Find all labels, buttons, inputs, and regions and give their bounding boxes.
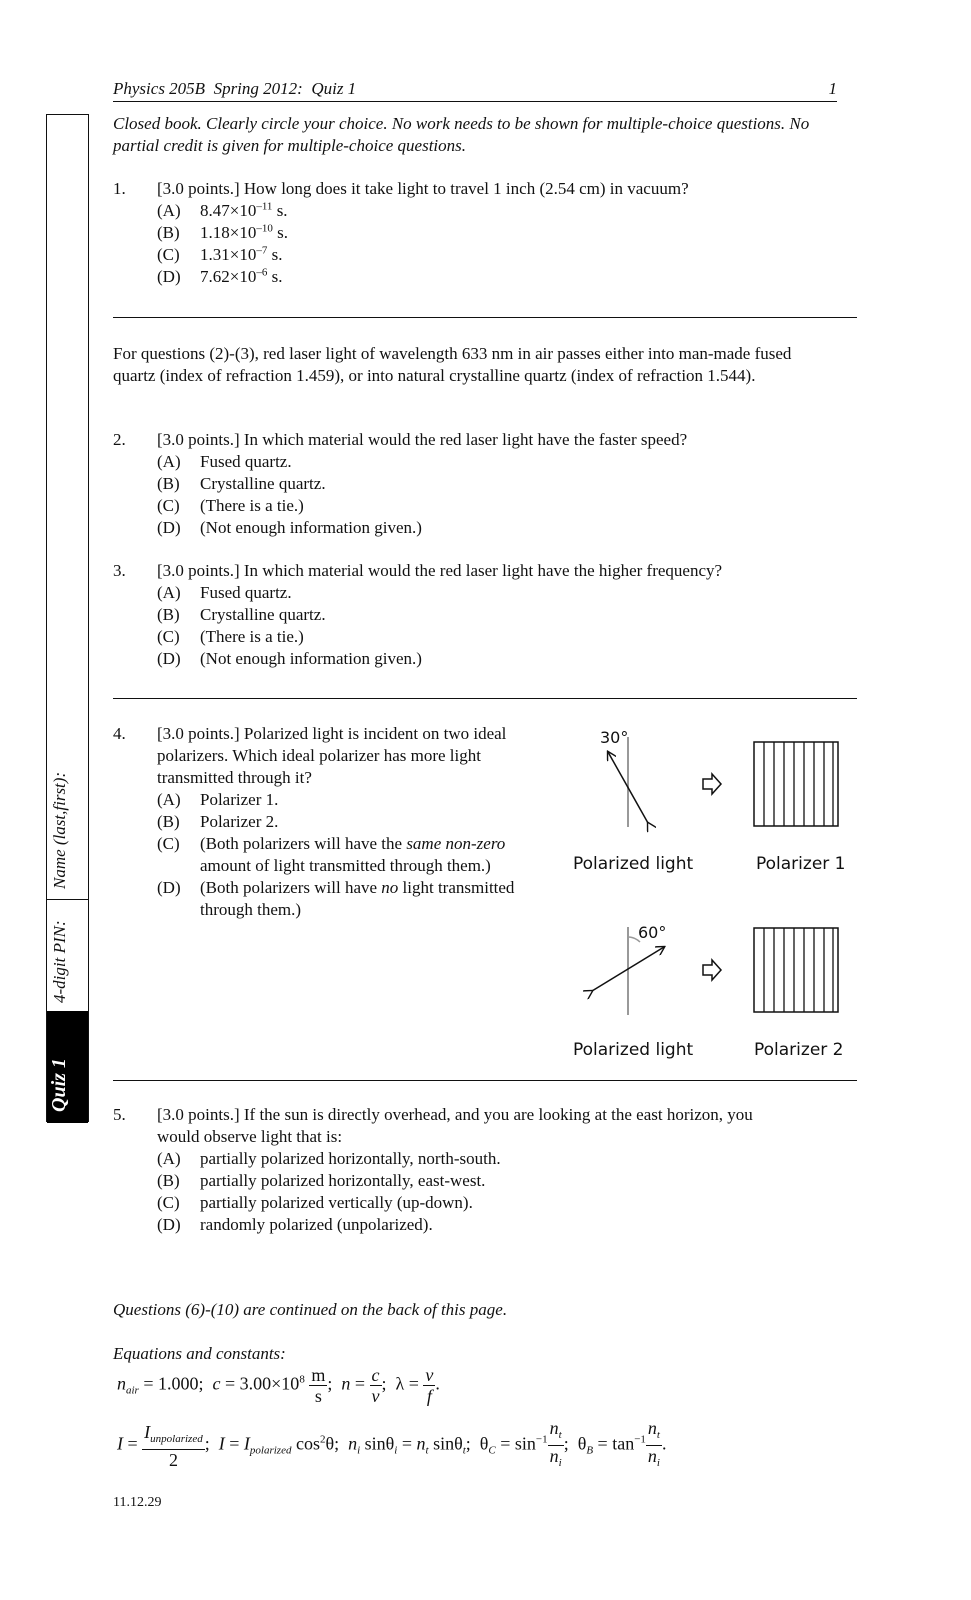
equations-heading: Equations and constants: — [113, 1344, 286, 1363]
sidebar-pin-label: 4-digit PIN: — [50, 920, 69, 1003]
question-5: 5. [3.0 points.] If the sun is directly overhead, and you are looking at the east horizon, you would observe light that is: (A) partially polarized horizontally, north-south. (B) partially polarized horizontally, east-west. (C) partially polarized vertically (up-down). (D) randomly polarized (unpolarized). — [113, 1105, 753, 1234]
divider — [113, 1080, 857, 1081]
question-number: 5. — [113, 1105, 126, 1124]
question-stem-line: polarizers. Which ideal polarizer has more light — [157, 746, 481, 765]
question-number: 2. — [113, 430, 126, 449]
continued-note: Questions (6)-(10) are continued on the back of this page. — [113, 1300, 508, 1319]
question-1: 1. [3.0 points.] How long does it take light to travel 1 inch (2.54 cm) in vacuum? (A) $8.47\times 10^{-11}$ s. (B) $1.18\times 10^{-10}$ s. (C) $1.31\times 10^{-7}$ s. (D) $7.62\times 10^{-6}$ s. — [113, 179, 689, 286]
polarizer-2-label: Polarizer 2 — [754, 1040, 844, 1060]
right-arrow-icon — [703, 774, 721, 794]
angle-label-30: 30° — [600, 728, 629, 747]
polarizer-figure — [560, 715, 860, 1065]
question-stem: [3.0 points.] In which material would the red laser light have the higher frequency? — [157, 561, 723, 580]
sidebar-name-label: Name (last,first): — [50, 771, 69, 889]
page-header — [113, 79, 837, 102]
divider — [113, 317, 857, 318]
page-number: 1 — [828, 79, 837, 98]
right-arrow-icon — [703, 960, 721, 980]
question-stem-line: [3.0 points.] Polarized light is incident on two ideal — [157, 724, 507, 743]
question-number: 4. — [113, 724, 126, 743]
question-stem-line: transmitted through it? — [157, 768, 312, 787]
polarizer-1-icon — [754, 742, 838, 826]
question-3: 3. [3.0 points.] In which material would the red laser light have the higher frequency? (A) Fused quartz. (B) Crystalline quartz. (C) (There is a tie.) (D) (Not enough information given.) — [113, 561, 723, 668]
sidebar-quiz-label: Quiz 1 — [48, 1058, 70, 1112]
question-2: 2. [3.0 points.] In which material would the red laser light have the faster speed? (A) Fused quartz. (B) Crystalline quartz. (C) (There is a tie.) (D) (Not enough information given.) — [113, 430, 688, 537]
question-4: 4. [3.0 points.] Polarized light is incident on two ideal polarizers. Which ideal polarizer has more light transmitted through it? (A) Polarizer 1. (B) Polarizer 2. (C) (Both polarizers will have the same non-zero amount of light transmitted through them.) (D) (Both polarizers will have no light transmitted through them.) — [113, 724, 515, 919]
intro-questions-2-3: For questions (2)-(3), red laser light of wavelength 633 nm in air passes either into man-made fused quartz (index of refraction 1.459), or into natural crystalline quartz (index of refraction 1.544). — [113, 344, 792, 385]
angle-label-60: 60° — [638, 923, 667, 942]
polarizer-2-icon — [754, 928, 838, 1012]
question-number: 1. — [113, 179, 126, 198]
instructions: Closed book. Clearly circle your choice. No work needs to be shown for multiple-choice questions. No partial credit is given for multiple-choice questions. — [113, 114, 810, 155]
polarized-light-label: Polarized light — [573, 1040, 694, 1060]
polarized-light-30-icon — [608, 737, 648, 827]
equation-line-1: $n_{air} = 1.000$; $c = 3.00\times 10^8$ $\frac{m}{s}$ ; n = $\frac{c}{v}$ ; λ = $\frac{v}{f}$ . — [117, 1365, 440, 1406]
footer-code: 11.12.29 — [113, 1495, 162, 1510]
equation-line-2: I = $\frac{I_{unpolarized}}{2}$ ; $I = I_{polarized}$ $\cos^2\theta$; $n_i$ $\sin\theta_i = n_t$ sinθ$_t$; $\theta_C = \sin^{-1}$ $\frac{n_t}{n_i}$ ; $\theta_B = \tan^{-1}$ $\frac{n_t}{n_i}$ . — [117, 1418, 667, 1470]
header-title: Physics 205B Spring 2012: Quiz 1 — [113, 79, 357, 98]
question-stem: [3.0 points.] In which material would the red laser light have the faster speed? — [157, 430, 688, 449]
question-number: 3. — [113, 561, 126, 580]
question-stem-line: would observe light that is: — [157, 1127, 343, 1146]
polarized-light-label: Polarized light — [573, 854, 694, 874]
polarizer-1-label: Polarizer 1 — [756, 854, 846, 874]
divider — [113, 698, 857, 699]
question-stem: [3.0 points.] How long does it take light to travel 1 inch (2.54 cm) in vacuum? — [157, 179, 689, 198]
question-stem-line: [3.0 points.] If the sun is directly overhead, and you are looking at the east horizon, you — [157, 1105, 753, 1124]
